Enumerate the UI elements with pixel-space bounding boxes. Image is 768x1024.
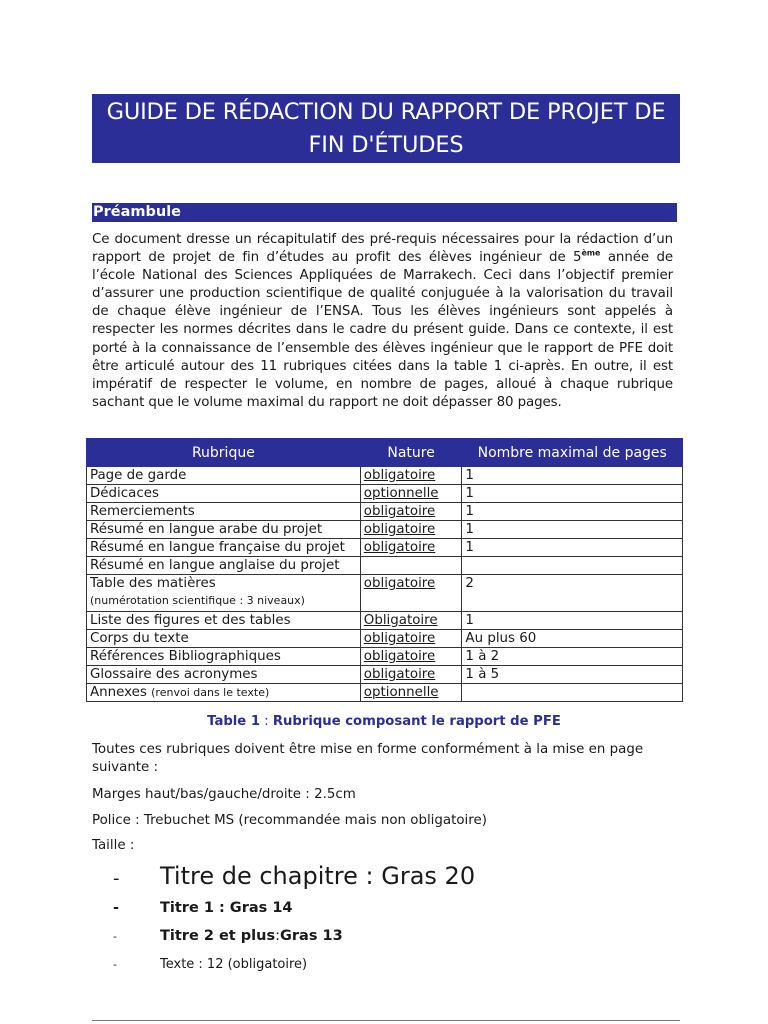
- cell-rubrique: Corps du texte: [87, 630, 361, 648]
- cell-rubrique: Glossaire des acronymes: [87, 666, 361, 684]
- formatting-intro: Toutes ces rubriques doivent être mise en forme conformément à la mise en page suivante :: [92, 742, 644, 775]
- cell-nature: optionnelle: [360, 485, 462, 503]
- header-nature: Nature: [360, 439, 462, 467]
- list-dash: -: [113, 958, 117, 971]
- list-item-text-bold: Titre 2 et plus: [160, 928, 276, 944]
- cell-rubrique-note: (numérotation scientifique : 3 niveaux): [90, 594, 305, 607]
- rubrics-table: [86, 438, 683, 702]
- list-item-body-text: [113, 957, 307, 972]
- table-row: [87, 467, 683, 485]
- list-item-text: Texte : 12 (obligatoire): [160, 957, 308, 972]
- toc-row-wrapper: [90, 575, 357, 592]
- cell-rubrique-text: Annexes: [90, 685, 147, 700]
- cell-pages: 2: [462, 575, 683, 612]
- cell-nature: obligatoire: [360, 666, 462, 684]
- footer-divider: [92, 1020, 680, 1021]
- cell-rubrique: Références Bibliographiques: [87, 648, 361, 666]
- table-row: [87, 666, 683, 684]
- header-pages: Nombre maximal de pages: [462, 439, 683, 467]
- cell-pages: [462, 557, 683, 575]
- cell-nature: obligatoire: [360, 521, 462, 539]
- caption-text: Rubrique composant le rapport de PFE: [272, 714, 561, 729]
- table-row: [87, 684, 683, 702]
- section-heading-preambule: Préambule: [92, 203, 677, 222]
- cell-rubrique-note: (renvoi dans le texte): [151, 686, 270, 699]
- margins-line: Marges haut/bas/gauche/droite : 2.5cm: [92, 787, 356, 802]
- list-item-separator: :: [275, 928, 280, 944]
- list-item-title-1: [113, 900, 293, 916]
- cell-nature: obligatoire: [360, 630, 462, 648]
- table-caption: [0, 714, 768, 729]
- intro-text-part1: Ce document dresse un récapitulatif des pré-requis nécessaires pour la rédaction d’un rapport de projet de fin d’études au profit des élèves ingénieur de 5: [92, 232, 673, 266]
- table-row: [87, 648, 683, 666]
- cell-rubrique: Résumé en langue anglaise du projet: [87, 557, 361, 575]
- list-dash: -: [113, 930, 117, 943]
- cell-rubrique: Remerciements: [87, 503, 361, 521]
- table-row: [87, 485, 683, 503]
- list-item-value: Gras 13: [279, 928, 343, 944]
- list-item-chapter-title: [113, 862, 475, 890]
- cell-pages: 1: [462, 467, 683, 485]
- cell-nature: obligatoire: [360, 575, 462, 612]
- table-row: [87, 575, 683, 612]
- cell-pages: 1: [462, 485, 683, 503]
- cell-pages: [462, 684, 683, 702]
- intro-text-part2: année de l’école National des Sciences Appliquées de Marrakech. Ceci dans l’objectif premier d’assurer une production scientifique de qualité conjuguée à la valorisation du travail de chaque élève ingénieur de l’ENSA. Tous les élèves ingénieurs sont appelés à respecter les normes décrites dans le cadre du présent guide. Dans ce contexte, il est porté à la connaissance de l’ensemble des élèves ingénieur que le rapport de PFE doit être articulé autour des 11 rubriques citées dans la table 1 ci-après. En outre, il est impératif de respecter le volume, en nombre de pages, alloué à chaque rubrique sachant que le volume maximal du rapport ne doit dépasser 80 pages.: [92, 250, 673, 410]
- table-header-row: [87, 439, 683, 467]
- table-row: [87, 539, 683, 557]
- cell-nature: obligatoire: [360, 467, 462, 485]
- cell-nature: optionnelle: [360, 684, 462, 702]
- table-row: [87, 630, 683, 648]
- table-row: [87, 557, 683, 575]
- cell-nature: obligatoire: [360, 503, 462, 521]
- caption-separator: :: [260, 714, 273, 729]
- table-row: [87, 503, 683, 521]
- cell-pages: Au plus 60: [462, 630, 683, 648]
- intro-superscript: ème: [581, 248, 601, 258]
- cell-pages: 1: [462, 612, 683, 630]
- font-line: Police : Trebuchet MS (recommandée mais non obligatoire): [92, 813, 487, 828]
- list-dash: -: [113, 868, 120, 889]
- cell-pages: 1: [462, 503, 683, 521]
- cell-rubrique: [87, 575, 361, 612]
- cell-pages: 1 à 2: [462, 648, 683, 666]
- size-label: Taille :: [92, 838, 135, 853]
- cell-pages: 1: [462, 521, 683, 539]
- cell-rubrique: [87, 684, 361, 702]
- title-line-2: FIN D'ÉTUDES: [308, 131, 464, 158]
- cell-rubrique: Page de garde: [87, 467, 361, 485]
- cell-rubrique: Dédicaces: [87, 485, 361, 503]
- cell-rubrique: Résumé en langue française du projet: [87, 539, 361, 557]
- title-line-1: GUIDE DE RÉDACTION DU RAPPORT DE PROJET DE: [106, 98, 666, 125]
- cell-nature: [360, 557, 462, 575]
- cell-rubrique: Liste des figures et des tables: [87, 612, 361, 630]
- header-rubrique: Rubrique: [87, 439, 361, 467]
- list-item-text: Titre 1 : Gras 14: [160, 900, 293, 916]
- document-title: [92, 94, 680, 163]
- cell-pages: 1: [462, 539, 683, 557]
- list-item-title-2: [113, 928, 343, 944]
- cell-nature: Obligatoire: [360, 612, 462, 630]
- caption-label: Table 1: [207, 714, 261, 729]
- cell-pages: 1 à 5: [462, 666, 683, 684]
- cell-nature: obligatoire: [360, 648, 462, 666]
- cell-nature: obligatoire: [360, 539, 462, 557]
- table-row: [87, 612, 683, 630]
- cell-rubrique: Résumé en langue arabe du projet: [87, 521, 361, 539]
- table-row: [87, 521, 683, 539]
- list-dash: -: [113, 900, 120, 916]
- list-item-text: Titre de chapitre : Gras 20: [160, 862, 476, 890]
- cell-rubrique-text: Table des matières: [90, 576, 216, 591]
- intro-paragraph: [92, 231, 673, 412]
